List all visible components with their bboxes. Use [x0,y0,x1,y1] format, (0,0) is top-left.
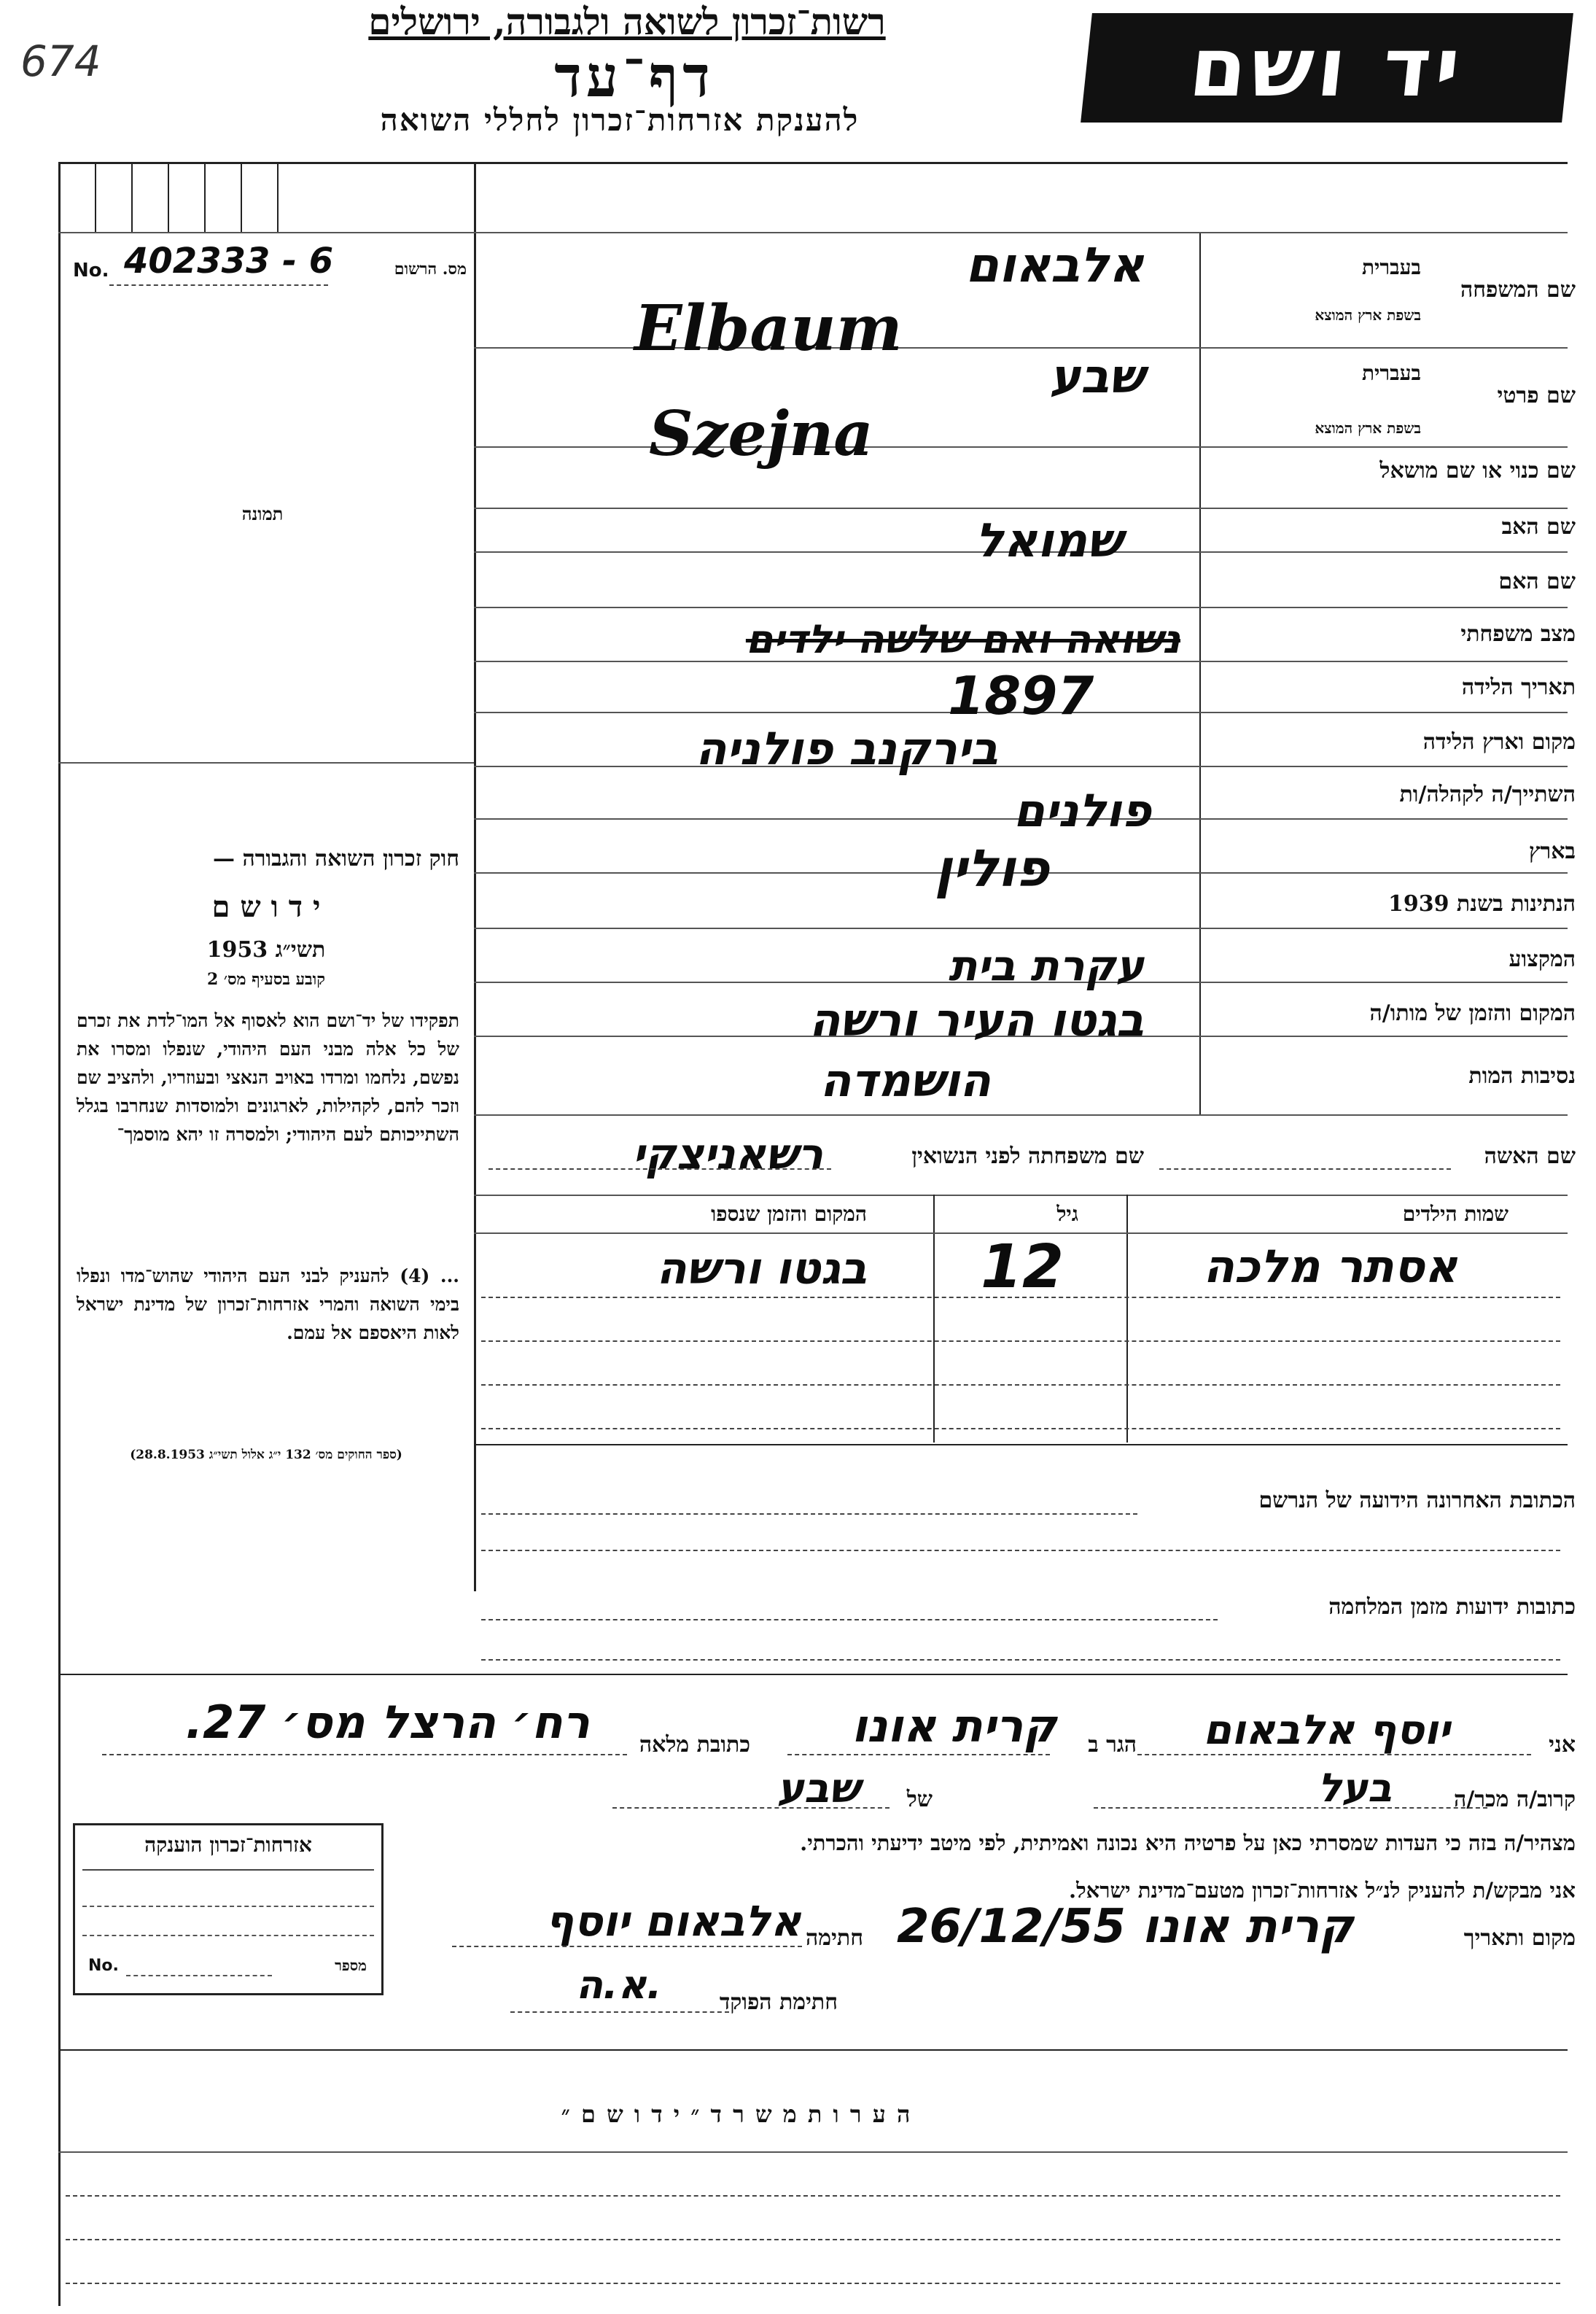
first-name-hebrew-value[interactable]: שבע [1049,350,1144,404]
official-signature-label: חתימת הפוקד [719,1989,838,2015]
frame-left [58,162,61,2306]
profession-value[interactable]: עקרת בית [948,941,1144,990]
archive-stamp: 674 [20,36,101,86]
first-name-hebrew-tag: בעברית [1361,361,1421,385]
father-name-value[interactable]: שמואל [975,514,1122,568]
authority-heading: רשות־זכרון לשואה ולגבורה, ירושלים [368,0,886,43]
yad-vashem-logo [1081,13,1573,123]
place-date-value[interactable]: קרית אונו 26/12/55 [897,1900,1354,1954]
wife-label: שם האשה [1484,1144,1576,1169]
certificate-no-label: No. [88,1957,119,1975]
wife-maiden-value[interactable]: רשאניצקי [632,1129,823,1179]
registration-no-label: No. [73,260,109,282]
death-circumstances-value[interactable]: הושמדה [820,1054,991,1107]
registration-number: 402333 - 6 [124,241,334,282]
community-label: השתייך/ה לקהלה/ות [1399,782,1576,807]
frame-divider [474,162,476,1591]
remarks-heading: ה ע ר ו ת מ ש ר ד ״ י ד ו ש ם ״ [561,2100,912,2128]
profession-label: המקצוע [1509,947,1576,972]
registration-mispar-label: מס. הרשום [394,260,467,279]
first-name-latin-tag: בשפת ארץ המוצא [1315,419,1421,437]
law-title: חוק זכרון השואה והגבורה — [213,846,459,871]
family-name-latin-value[interactable]: Elbaum [634,292,903,365]
of-value[interactable]: שבע [776,1765,860,1812]
residence-1939-label: הנתינות בשנת 1939 [1387,891,1576,917]
children-names-header: שמות הילדים [1402,1202,1509,1226]
death-place-label: המקום והזמן של מותו/ה [1369,1001,1576,1026]
relation-value[interactable]: בעל [1317,1765,1392,1811]
country-label: בארץ [1528,839,1576,864]
signature-value[interactable]: אלבאום יוסף [545,1896,801,1946]
logo-text: יד ושם [1185,20,1469,115]
relation-label: קרוב/ה מכר/ה [1454,1787,1576,1812]
marital-status-label: מצב משפחתי [1460,621,1576,647]
children-age-header: גיל [1056,1202,1078,1226]
family-name-hebrew-value[interactable]: אלבאום [965,237,1144,293]
child-name-value[interactable]: אסתר מלכה [1203,1240,1457,1293]
child-place-value[interactable]: בגטו ורשה [656,1243,867,1294]
official-signature-value[interactable]: א.ה. [576,1962,662,2008]
declarant-name-value[interactable]: יוסף אלבאום [1203,1707,1450,1754]
birth-place-value[interactable]: בירקנב פולניה [695,722,998,775]
frame-top [58,162,1568,164]
wife-maiden-label: שם משפחתה לפני הנשואין [911,1144,1144,1169]
law-citation: (ספר החוקים מס׳ 132 י״ג אלול תשי״ג 28.8.1953) [130,1448,402,1462]
family-name-hebrew-tag: בעברית [1361,255,1421,279]
family-name-label: שם המשפחה [1460,277,1576,303]
law-year: תשי״ג 1953 [206,937,326,963]
marital-status-value[interactable]: נשואה ואם שלשה ילדים [745,616,1180,662]
certificate-mispar-label: מספר [335,1957,367,1974]
signature-label: חתימה [806,1925,863,1951]
declarant-address-value[interactable]: רח׳ הרצל מס׳ 27. [185,1696,590,1749]
law-clause: קובע בסעיף מס׳ 2 [206,970,326,989]
community-value[interactable]: פולנים [1013,784,1151,837]
birth-date-value[interactable]: 1897 [948,665,1094,726]
certificate-box [73,1823,384,1995]
declarant-ani-label: אני [1549,1732,1576,1758]
mother-name-label: שם האם [1498,569,1576,594]
declaration-text: מצהיר/ה בזה כי העדות שמסרתי כאן על פרטיה היא נכונה ואמיתית, לפי מיטב ידיעתי והכרתי. [800,1830,1576,1855]
form-subtitle: להענקת אזרחות־זכרון לחללי השואה [380,102,860,138]
country-value[interactable]: פולין [934,839,1049,898]
death-place-value[interactable]: בגטו העיר ורשה [809,993,1144,1047]
child-age-value[interactable]: 12 [981,1232,1064,1302]
last-address-label: הכתובת האחרונה הידועה של הנרשם [1258,1488,1576,1513]
form-title: דף־עד [554,44,715,110]
first-name-latin-value[interactable]: Szejna [649,397,873,470]
of-label: של [906,1787,933,1812]
birth-place-label: מקום וארץ הלידה [1422,729,1576,755]
photo-label: תמונה [241,503,284,524]
first-name-label: שם פרטי [1497,383,1576,408]
place-date-label: מקום ותאריך [1463,1925,1576,1951]
family-name-latin-tag: בשפת ארץ המוצא [1315,306,1421,324]
children-place-header: המקום והזמן שנספו [711,1202,867,1226]
law-paragraph-1: תפקידו של יד־ושם הוא לאסוף אל המו־לדת את זכרם של כל אלה מבני העם היהודי, שנפלו ומסרו את נפשם, נלחמו ומרדו באויב הנאצי ובעוזריו, ולהציב שם וזכר להם, לקהילות, לארגונים ולמוסדות שנחרבו בגלל השתייכותם לעם היהודי; ולמסרה זו יהא מוסמך־ [77,1010,459,1145]
certificate-title: אזרחות־זכרון הוענקה [144,1833,312,1857]
law-paragraph-2: ... (4) להעניק לבני העם היהודי שהוש־מדו ונפלו בימי השואה והמרי אזרחות־זכרון של מדינת ישראל לאות היאספם אל עמם. [77,1265,459,1343]
request-text: אני מבקש/ת להעניק לנ״ל אזרחות־זכרון מטעם־מדינת ישראל. [1069,1878,1576,1903]
birth-date-label: תאריך הלידה [1461,675,1576,700]
declarant-full-address-label: כתובת מלאה [639,1732,750,1758]
declarant-city-value[interactable]: קרית אונו [852,1699,1056,1752]
father-name-label: שם האב [1501,514,1576,540]
law-name: י ד ו ש ם [211,890,321,924]
death-circumstances-label: נסיבות המות [1468,1063,1576,1089]
label-divider [1199,233,1201,1116]
wartime-address-label: כתובות ידועות מזמן המלחמה [1328,1594,1576,1620]
nickname-label: שם כנוי או שם מושאל [1379,458,1576,484]
declarant-resides-label: הגר ב [1088,1732,1137,1758]
